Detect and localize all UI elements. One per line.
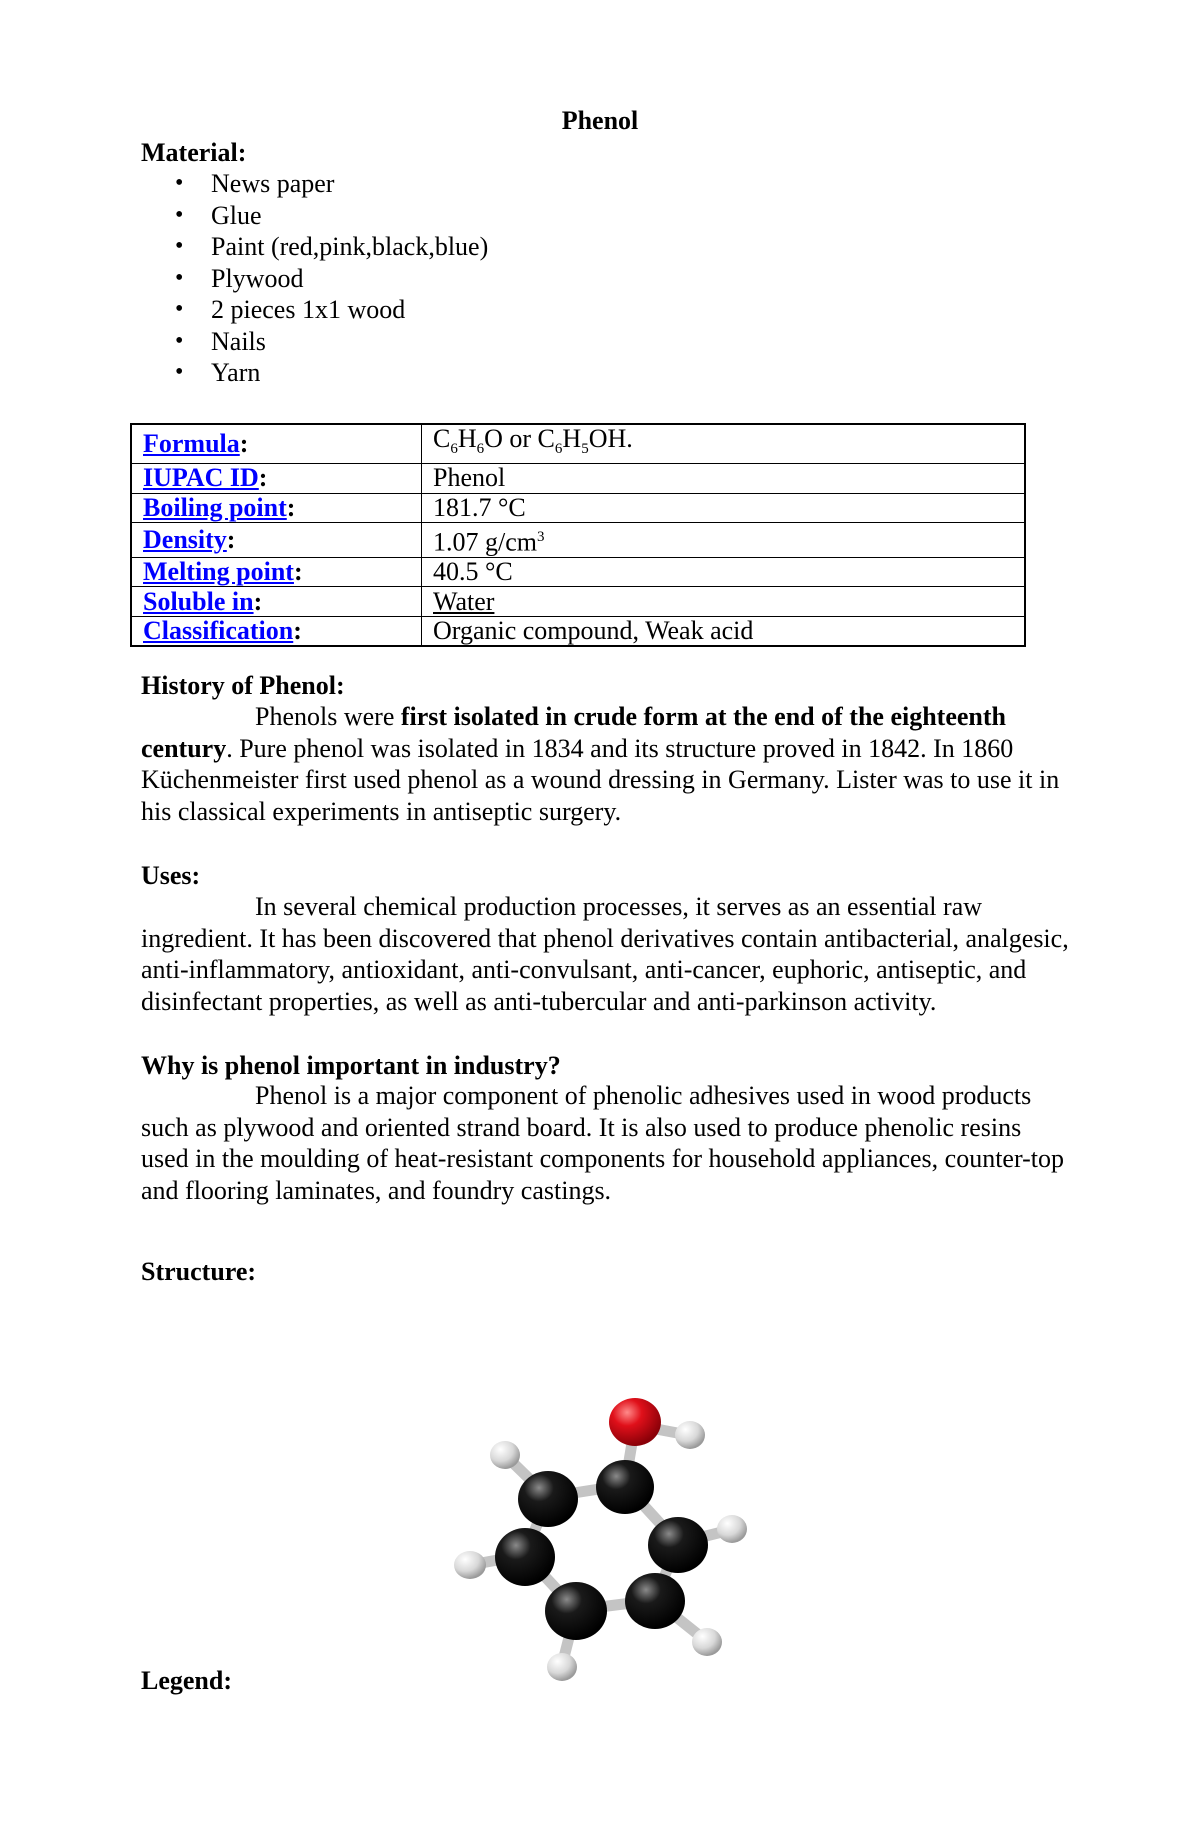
page-title: Phenol (561, 106, 639, 135)
industry-heading: Why is phenol important in industry? (141, 1051, 561, 1080)
property-label: Formula: (131, 424, 422, 464)
carbon-atom (648, 1517, 708, 1573)
carbon-atom (625, 1573, 685, 1629)
water-link[interactable]: Water (433, 586, 495, 616)
uses-heading: Uses: (141, 861, 201, 890)
oxygen-atom (609, 1398, 661, 1446)
material-list (141, 168, 488, 389)
table-row (131, 616, 1025, 646)
density-link[interactable]: Density (143, 525, 227, 555)
property-value: 181.7 °C (422, 493, 1026, 523)
property-label: Boiling point: (131, 493, 422, 523)
list-item: • News paper (141, 168, 488, 200)
carbon-atom (518, 1471, 578, 1527)
carbon-atoms (495, 1460, 708, 1640)
carbon-atom (596, 1460, 654, 1514)
list-item: • 2 pieces 1x1 wood (141, 294, 488, 326)
table-row (131, 464, 1025, 494)
material-heading: Material: (141, 138, 247, 167)
list-item: • Glue (141, 200, 488, 232)
formula-link[interactable]: Formula (143, 429, 240, 459)
property-label: Classification: (131, 616, 422, 646)
history-paragraph: Phenols were first isolated in crude form at the end of the eighteenth century. Pure phenol was isolated in 1834 and its structure proved in 1842. In 1860 Küchenmeister first used phenol as a wound dressing in Germany. Lister was to use it in his classical experiments in antiseptic surgery. (141, 702, 1060, 826)
uses-paragraph: In several chemical production processes, it serves as an essential raw ingredient. It has been discovered that phenol derivatives contain antibacterial, analgesic, anti-inflammatory, antioxidant, anti-convulsant, anti-cancer, euphoric, antiseptic, and disinfectant properties, as well as anti-tubercular and anti-parkinson activity. (141, 892, 1069, 1016)
carbon-atom (545, 1582, 607, 1640)
table-row (131, 523, 1025, 558)
hydrogen-atom (675, 1421, 705, 1449)
property-value: 40.5 °C (422, 557, 1026, 587)
table-row (131, 493, 1025, 523)
list-item: • Plywood (141, 263, 488, 295)
property-label: Density: (131, 523, 422, 558)
hydrogen-atom (692, 1628, 722, 1656)
hydrogen-atom (717, 1515, 747, 1543)
soluble-in-link[interactable]: Soluble in (143, 586, 254, 616)
boiling-point-link[interactable]: Boiling point (143, 492, 287, 522)
table-row (131, 424, 1025, 464)
hydrogen-atom (490, 1441, 520, 1469)
property-label: IUPAC ID: (131, 464, 422, 494)
density-value: 1.07 $g/cm^3$ (422, 523, 1026, 558)
formula-value: $C_6H_6O$ or $C_6H_5OH$. (422, 424, 1026, 464)
hydrogen-atom (454, 1551, 486, 1579)
list-item: • Nails (141, 326, 488, 358)
list-item: • Yarn (141, 357, 488, 389)
melting-point-link[interactable]: Melting point (143, 557, 294, 587)
property-value (422, 587, 1026, 617)
phenol-molecule-image (430, 1375, 770, 1705)
structure-heading: Structure: (141, 1257, 257, 1286)
classification-link[interactable]: Classification (143, 616, 294, 646)
iupac-id-link[interactable]: IUPAC ID (143, 463, 259, 493)
property-value: Phenol (422, 464, 1026, 494)
legend-heading: Legend: (141, 1666, 232, 1695)
table-row (131, 587, 1025, 617)
oxygen-atoms (609, 1398, 661, 1446)
table-row (131, 557, 1025, 587)
properties-table (130, 423, 1026, 647)
property-label: Melting point: (131, 557, 422, 587)
history-heading: History of Phenol: (141, 671, 345, 700)
property-value: Organic compound, Weak acid (422, 616, 1026, 646)
carbon-atom (495, 1528, 555, 1586)
hydrogen-atom (547, 1653, 577, 1681)
industry-paragraph: Phenol is a major component of phenolic adhesives used in wood products such as plywood and oriented strand board. It is also used to produce phenolic resins used in the moulding of heat-resistant components for household appliances, counter-top and flooring laminates, and foundry castings. (141, 1081, 1064, 1205)
list-item: • Paint (red,pink,black,blue) (141, 231, 488, 263)
property-label: Soluble in: (131, 587, 422, 617)
